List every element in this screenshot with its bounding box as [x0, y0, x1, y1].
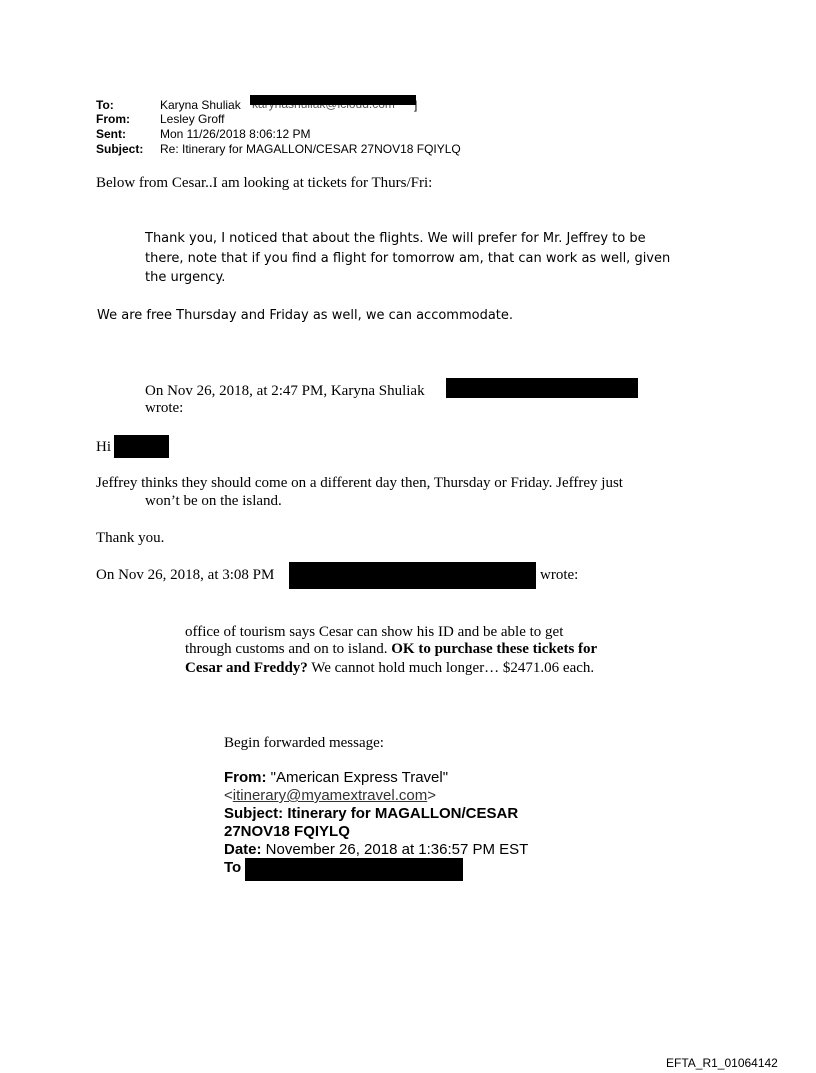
- subject-value: Re: Itinerary for MAGALLON/CESAR 27NOV18 FQIYLQ: [160, 142, 461, 156]
- cesar-msg-line3: the urgency.: [145, 270, 226, 285]
- forwarded-email-link[interactable]: itinerary@myamextravel.com: [232, 787, 428, 804]
- forwarded-subject-line2: 27NOV18 FQIYLQ: [224, 823, 350, 840]
- cesar-msg-line1: Thank you, I noticed that about the flights. We will prefer for Mr. Jeffrey to be: [145, 231, 646, 246]
- forwarded-subject: Subject: Itinerary for MAGALLON/CESAR: [224, 805, 519, 822]
- forwarded-from-value: "American Express Travel": [266, 769, 449, 786]
- quote2-prefix: On Nov 26, 2018, at 3:08 PM: [96, 567, 275, 583]
- document-id: EFTA_R1_01064142: [666, 1056, 778, 1070]
- forwarded-from-label: From:: [224, 769, 267, 786]
- email-open: <: [224, 787, 233, 804]
- cesar-msg-line2: there, note that if you find a flight for tomorrow am, that can work as well, given: [145, 251, 671, 266]
- forwarded-email-line: [224, 788, 436, 804]
- sent-value: Mon 11/26/2018 8:06:12 PM: [160, 127, 311, 141]
- from-value: Lesley Groff: [160, 112, 225, 126]
- redaction-box: [250, 95, 416, 105]
- email-close: >: [427, 787, 436, 804]
- forwarded-date-label: Date:: [224, 841, 262, 858]
- quote2-suffix: wrote:: [540, 567, 579, 583]
- forwarded-date: [224, 842, 528, 858]
- to-close-bracket: ]: [414, 98, 418, 112]
- cesar-msg-line4: We are free Thursday and Friday as well, we can accommodate.: [97, 308, 514, 323]
- tourism-line3-bold: Cesar and Freddy?: [185, 660, 308, 676]
- intro-text: Below from Cesar..I am looking at tickets for Thurs/Fri:: [96, 175, 433, 191]
- tourism-line3: [185, 660, 594, 677]
- tourism-line2-plain: through customs and on to island.: [185, 641, 392, 657]
- karyna-msg-line1: Jeffrey thinks they should come on a different day then, Thursday or Friday. Jeffrey just: [96, 475, 623, 491]
- to-label: To:: [96, 98, 114, 112]
- tourism-line3-plain: We cannot hold much longer… $2471.06 each.: [307, 660, 595, 676]
- forwarded-to-label: To: [224, 859, 242, 876]
- tourism-line2-bold: OK to purchase these tickets for: [391, 641, 598, 657]
- redaction-box: [289, 562, 536, 589]
- redaction-box: [114, 435, 169, 458]
- karyna-msg-line2: won’t be on the island.: [145, 493, 282, 509]
- karyna-greeting: Hi: [96, 439, 111, 455]
- tourism-line1: office of tourism says Cesar can show his ID and be able to get: [185, 624, 564, 640]
- sent-label: Sent:: [96, 127, 126, 141]
- redaction-box: [245, 858, 463, 881]
- forwarded-from: [224, 770, 448, 786]
- redaction-box: [446, 378, 638, 398]
- karyna-thanks: Thank you.: [96, 530, 165, 546]
- forwarded-date-value: November 26, 2018 at 1:36:57 PM EST: [261, 841, 529, 858]
- forwarded-begin: Begin forwarded message:: [224, 735, 384, 751]
- from-label: From:: [96, 112, 130, 126]
- quote1-line2: wrote:: [145, 400, 184, 416]
- to-value: Karyna Shuliak: [160, 98, 241, 112]
- subject-label: Subject:: [96, 142, 144, 156]
- tourism-line2: [185, 641, 597, 658]
- quote1-line1: On Nov 26, 2018, at 2:47 PM, Karyna Shuliak: [145, 383, 425, 399]
